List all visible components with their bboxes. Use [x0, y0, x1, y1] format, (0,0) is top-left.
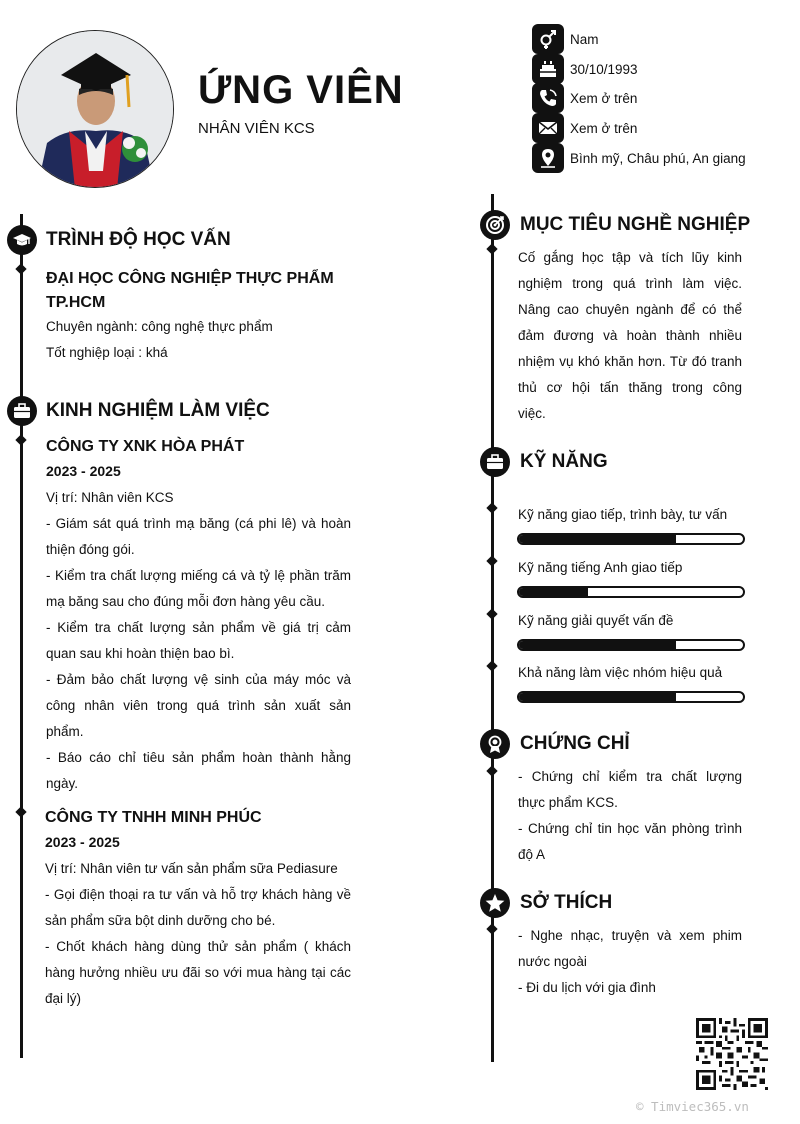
gender-text: Nam [570, 31, 599, 47]
timeline-marker [486, 555, 497, 566]
certificate-line: - Chứng chỉ tin học văn phòng trình [518, 821, 742, 836]
job-2-line: - Gọi điện thoại ra tư vấn và hỗ trợ khách hàng về [45, 887, 351, 902]
timeline-marker [486, 243, 497, 254]
job-2-company: CÔNG TY TNHH MINH PHÚC [45, 809, 262, 826]
hobbies-title: SỞ THÍCH [520, 892, 613, 913]
star-icon [480, 888, 510, 918]
briefcase-icon [480, 447, 510, 477]
skill-level-fill [519, 641, 676, 649]
skill-label: Kỹ năng giao tiếp, trình bày, tư vấn [518, 507, 728, 522]
education-major: Chuyên ngành: công nghệ thực phẩm [46, 319, 273, 334]
gender-icon [532, 24, 564, 54]
hobby-line: nước ngoài [518, 954, 587, 969]
watermark: © Timviec365.vn [636, 1099, 749, 1114]
qr-code [696, 1018, 768, 1090]
job-1-line: ngày. [46, 776, 79, 791]
certificates-title: CHỨNG CHỈ [520, 733, 630, 754]
timeline-marker [15, 434, 26, 445]
objective-title: MỤC TIÊU NGHỀ NGHIỆP [520, 214, 751, 235]
school-name-line2: TP.HCM [46, 294, 106, 311]
job-1-line: - Báo cáo chỉ tiêu sản phẩm hoàn thành hằng [46, 750, 351, 765]
objective-line: nhiệm vụ khó khăn hơn. Từ đó tranh [518, 354, 742, 369]
phone-text: Xem ở trên [570, 90, 638, 106]
hobby-line: - Nghe nhạc, truyện và xem phim [518, 928, 742, 943]
contact-phone [532, 83, 637, 113]
school-name-line1: ĐẠI HỌC CÔNG NGHIỆP THỰC PHẨM [46, 270, 334, 287]
contact-email [532, 113, 637, 143]
education-grade: Tốt nghiệp loại : khá [46, 345, 168, 360]
job-1-details [46, 485, 351, 797]
job-2-line: sản phẩm sữa bột dinh dưỡng cho bé. [45, 913, 276, 928]
timeline-marker [486, 660, 497, 671]
job-1-line: - Đảm bảo chất lượng vệ sinh của máy móc và [46, 672, 351, 687]
certificate-line: - Chứng chỉ kiểm tra chất lượng [518, 769, 742, 784]
job-1-line: - Kiểm tra chất lượng miếng cá và tỷ lệ phần trăm [46, 568, 351, 583]
left-timeline [20, 214, 23, 1058]
skill-level-bar [517, 639, 745, 651]
skill-level-bar [517, 533, 745, 545]
hobbies-list [518, 923, 742, 1001]
briefcase-icon [7, 396, 37, 426]
job-1-line: Vị trí: Nhân viên KCS [46, 490, 174, 505]
timeline-marker [486, 765, 497, 776]
job-2-details [45, 856, 351, 1012]
objective-line: thủ cơ hội tấn thăng trong công [518, 380, 742, 395]
skill-label: Kỹ năng tiếng Anh giao tiếp [518, 560, 683, 575]
avatar [16, 30, 174, 188]
job-1-line: mạ băng sau cho đúng mỗi đơn hàng yêu cầu. [46, 594, 326, 609]
skill-level-bar [517, 586, 745, 598]
objective-line: Nâng cao chuyên ngành để có thể [518, 302, 742, 317]
skill-label: Khả năng làm việc nhóm hiệu quả [518, 665, 723, 680]
certificate-line: độ A [518, 847, 546, 862]
skill-level-fill [519, 588, 588, 596]
graduate-portrait [17, 31, 174, 188]
job-2-line: - Chốt khách hàng dùng thử sản phẩm ( khách [45, 939, 351, 954]
job-2-line: Vị trí: Nhân viên tư vấn sản phẩm sữa Pediasure [45, 861, 338, 876]
location-icon [532, 143, 564, 173]
job-2-line: đại lý) [45, 991, 82, 1006]
skill-level-fill [519, 693, 676, 701]
objective-line: đảm đương và hoàn thành nhiều [518, 328, 742, 343]
target-icon [480, 210, 510, 240]
candidate-position: NHÂN VIÊN KCS [198, 120, 315, 137]
birthday-cake-icon [532, 54, 564, 84]
contact-birthday [532, 54, 638, 84]
job-1-line: thiện đóng gói. [46, 542, 135, 557]
objective-line: việc. [518, 406, 546, 421]
job-1-line: - Kiểm tra chất lượng sản phẩm về giá trị cảm [46, 620, 351, 635]
skill-level-bar [517, 691, 745, 703]
contact-address [532, 143, 746, 173]
experience-title: KINH NGHIỆM LÀM VIỆC [46, 400, 270, 421]
timeline-marker [486, 502, 497, 513]
hobby-line: - Đi du lịch với gia đình [518, 980, 656, 995]
phone-icon [532, 83, 564, 113]
contact-gender [532, 24, 599, 54]
timeline-marker [15, 806, 26, 817]
school-name [46, 267, 352, 315]
objective-line: Cố gắng học tập và tích lũy kinh [518, 250, 742, 265]
skill-label: Kỹ năng giải quyết vấn đề [518, 613, 674, 628]
job-1-line: - Giám sát quá trình mạ băng (cá phi lê) và hoàn [46, 516, 351, 531]
objective-line: nghiệm trong quá trình làm việc. [518, 276, 742, 291]
job-2-line: hàng hưởng nhiều ưu đãi so với mua hàng tại các [45, 965, 351, 980]
email-icon [532, 113, 564, 143]
objective-text [518, 245, 742, 427]
job-1-period: 2023 - 2025 [46, 463, 121, 479]
skills-title: KỸ NĂNG [520, 451, 608, 472]
timeline-marker [486, 608, 497, 619]
candidate-name: ỨNG VIÊN [198, 68, 404, 112]
certificate-line: thực phẩm KCS. [518, 795, 618, 810]
award-icon [480, 729, 510, 759]
job-1-line: phẩm. [46, 724, 84, 739]
education-title: TRÌNH ĐỘ HỌC VẤN [46, 229, 231, 250]
skill-level-fill [519, 535, 676, 543]
job-1-line: công nhân viên trong quá trình sản xuất sản [46, 698, 351, 713]
timeline-marker [15, 263, 26, 274]
job-2-period: 2023 - 2025 [45, 834, 120, 850]
address-text: Bình mỹ, Châu phú, An giang [570, 150, 746, 166]
graduation-cap-icon [7, 225, 37, 255]
certificates-list [518, 764, 742, 868]
timeline-marker [486, 923, 497, 934]
job-1-line: quan sau khi hoàn thiện bao bì. [46, 646, 235, 661]
job-1-company: CÔNG TY XNK HÒA PHÁT [46, 438, 245, 455]
birthday-text: 30/10/1993 [570, 61, 638, 77]
email-text: Xem ở trên [570, 120, 638, 136]
